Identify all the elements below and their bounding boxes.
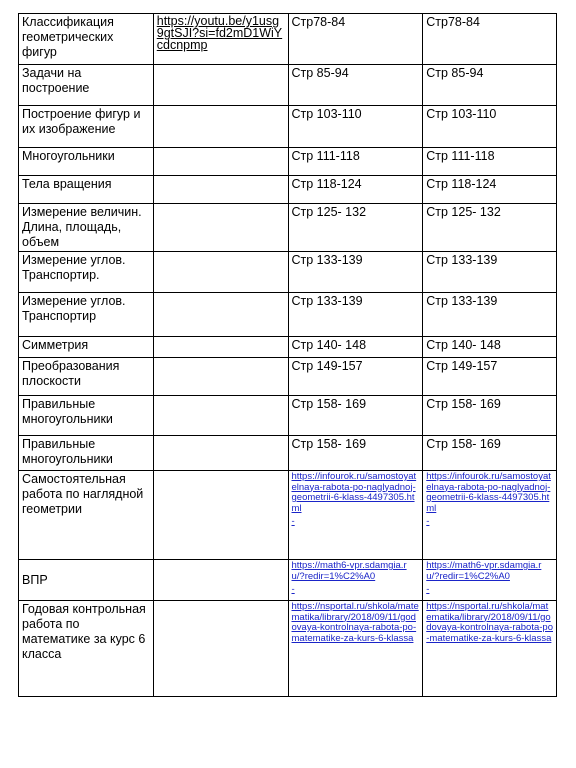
table-row — [19, 358, 557, 396]
table-row — [19, 148, 557, 176]
pages-cell: Стр 158- 169 — [288, 436, 423, 471]
empty-cell — [153, 560, 288, 601]
vpr-link[interactable]: https://math6-vpr.sdamgia.ru/?redir=1%C2%A0 — [426, 560, 542, 582]
vpr-link[interactable]: https://math6-vpr.sdamgia.ru/?redir=1%C2%A0 — [291, 560, 407, 582]
pages-cell: Стр 125- 132 — [423, 204, 557, 252]
table-row — [19, 601, 557, 697]
pages-cell: Стр 103-110 — [423, 106, 557, 148]
table-row — [19, 204, 557, 252]
empty-cell — [153, 396, 288, 436]
final-test-link[interactable]: https://nsportal.ru/shkola/matematika/library/2018/09/11/godovaya-kontrolnaya-rabota-po-matematike-za-kurs-6-klassa — [291, 601, 419, 644]
link-cell — [423, 601, 557, 697]
self-study-link[interactable]: https://infourok.ru/samostoyatelnaya-rabota-po-naglyadnoj-geometrii-6-klass-4497305.html — [426, 471, 551, 514]
topic-cell: Построение фигур и их изображение — [19, 106, 154, 148]
final-test-link[interactable]: https://nsportal.ru/shkola/matematika/library/2018/09/11/godovaya-kontrolnaya-rabota-po-matematike-za-kurs-6-klassa — [426, 601, 553, 644]
self-study-link[interactable]: https://infourok.ru/samostoyatelnaya-rabota-po-naglyadnoj-geometrii-6-klass-4497305.html — [291, 471, 417, 514]
pages-cell: Стр 118-124 — [423, 176, 557, 204]
link-dash: - — [426, 584, 430, 595]
lesson-plan-table — [18, 13, 557, 697]
pages-cell: Стр78-84 — [288, 14, 423, 65]
topic-cell: Измерение углов. Транспортир. — [19, 252, 154, 293]
topic-cell: Задачи на построение — [19, 65, 154, 106]
pages-cell: Стр 149-157 — [423, 358, 557, 396]
empty-cell — [153, 337, 288, 358]
pages-cell: Стр 133-139 — [423, 252, 557, 293]
link-cell — [288, 471, 423, 560]
empty-cell — [153, 65, 288, 106]
pages-cell: Стр 140- 148 — [288, 337, 423, 358]
table-row — [19, 106, 557, 148]
table-row — [19, 396, 557, 436]
table-row — [19, 293, 557, 337]
empty-cell — [153, 358, 288, 396]
topic-cell: Симметрия — [19, 337, 154, 358]
topic-cell: Годовая контрольная работа по математике за курс 6 класса — [19, 601, 154, 697]
empty-cell — [153, 293, 288, 337]
topic-cell: Измерение величин. Длина, площадь, объем — [19, 204, 154, 252]
pages-cell: Стр 85-94 — [423, 65, 557, 106]
empty-cell — [153, 436, 288, 471]
pages-cell: Стр 85-94 — [288, 65, 423, 106]
table-row — [19, 560, 557, 601]
topic-text: ВПР — [22, 572, 48, 587]
link-cell — [423, 471, 557, 560]
topic-cell: Самостоятельная работа по наглядной геометрии — [19, 471, 154, 560]
pages-cell: Стр 118-124 — [288, 176, 423, 204]
link-dash: - — [426, 516, 430, 527]
link-dash: - — [291, 516, 295, 527]
table-row — [19, 471, 557, 560]
topic-cell — [19, 560, 154, 601]
video-link[interactable]: https://youtu.be/y1usg9gtSJI?si=fd2mD1WiYcdcnpmp — [156, 14, 283, 52]
topic-cell: Правильные многоугольники — [19, 396, 154, 436]
pages-cell: Стр 140- 148 — [423, 337, 557, 358]
topic-cell: Преобразования плоскости — [19, 358, 154, 396]
table-row — [19, 252, 557, 293]
pages-cell: Стр 111-118 — [423, 148, 557, 176]
pages-cell: Стр 125- 132 — [288, 204, 423, 252]
pages-cell: Стр 158- 169 — [288, 396, 423, 436]
table-row — [19, 14, 557, 65]
pages-cell: Стр 133-139 — [288, 252, 423, 293]
empty-cell — [153, 601, 288, 697]
empty-cell — [153, 148, 288, 176]
pages-cell: Стр 111-118 — [288, 148, 423, 176]
topic-cell: Измерение углов. Транспортир — [19, 293, 154, 337]
empty-cell — [153, 252, 288, 293]
table-row — [19, 436, 557, 471]
topic-cell: Тела вращения — [19, 176, 154, 204]
empty-cell — [153, 471, 288, 560]
topic-cell: Многоугольники — [19, 148, 154, 176]
empty-cell — [153, 176, 288, 204]
link-cell — [288, 601, 423, 697]
link-cell — [423, 560, 557, 601]
link-dash: - — [291, 584, 295, 595]
video-link-cell — [153, 14, 288, 65]
link-cell — [288, 560, 423, 601]
table-row — [19, 337, 557, 358]
pages-cell: Стр 158- 169 — [423, 396, 557, 436]
pages-cell: Стр 133-139 — [423, 293, 557, 337]
pages-cell: Стр 158- 169 — [423, 436, 557, 471]
pages-cell: Стр 149-157 — [288, 358, 423, 396]
pages-cell: Стр 133-139 — [288, 293, 423, 337]
pages-cell: Стр78-84 — [423, 14, 557, 65]
topic-cell: Правильные многоугольники — [19, 436, 154, 471]
table-row — [19, 176, 557, 204]
empty-cell — [153, 204, 288, 252]
table-row — [19, 65, 557, 106]
topic-cell: Классификация геометрических фигур — [19, 14, 154, 65]
empty-cell — [153, 106, 288, 148]
pages-cell: Стр 103-110 — [288, 106, 423, 148]
